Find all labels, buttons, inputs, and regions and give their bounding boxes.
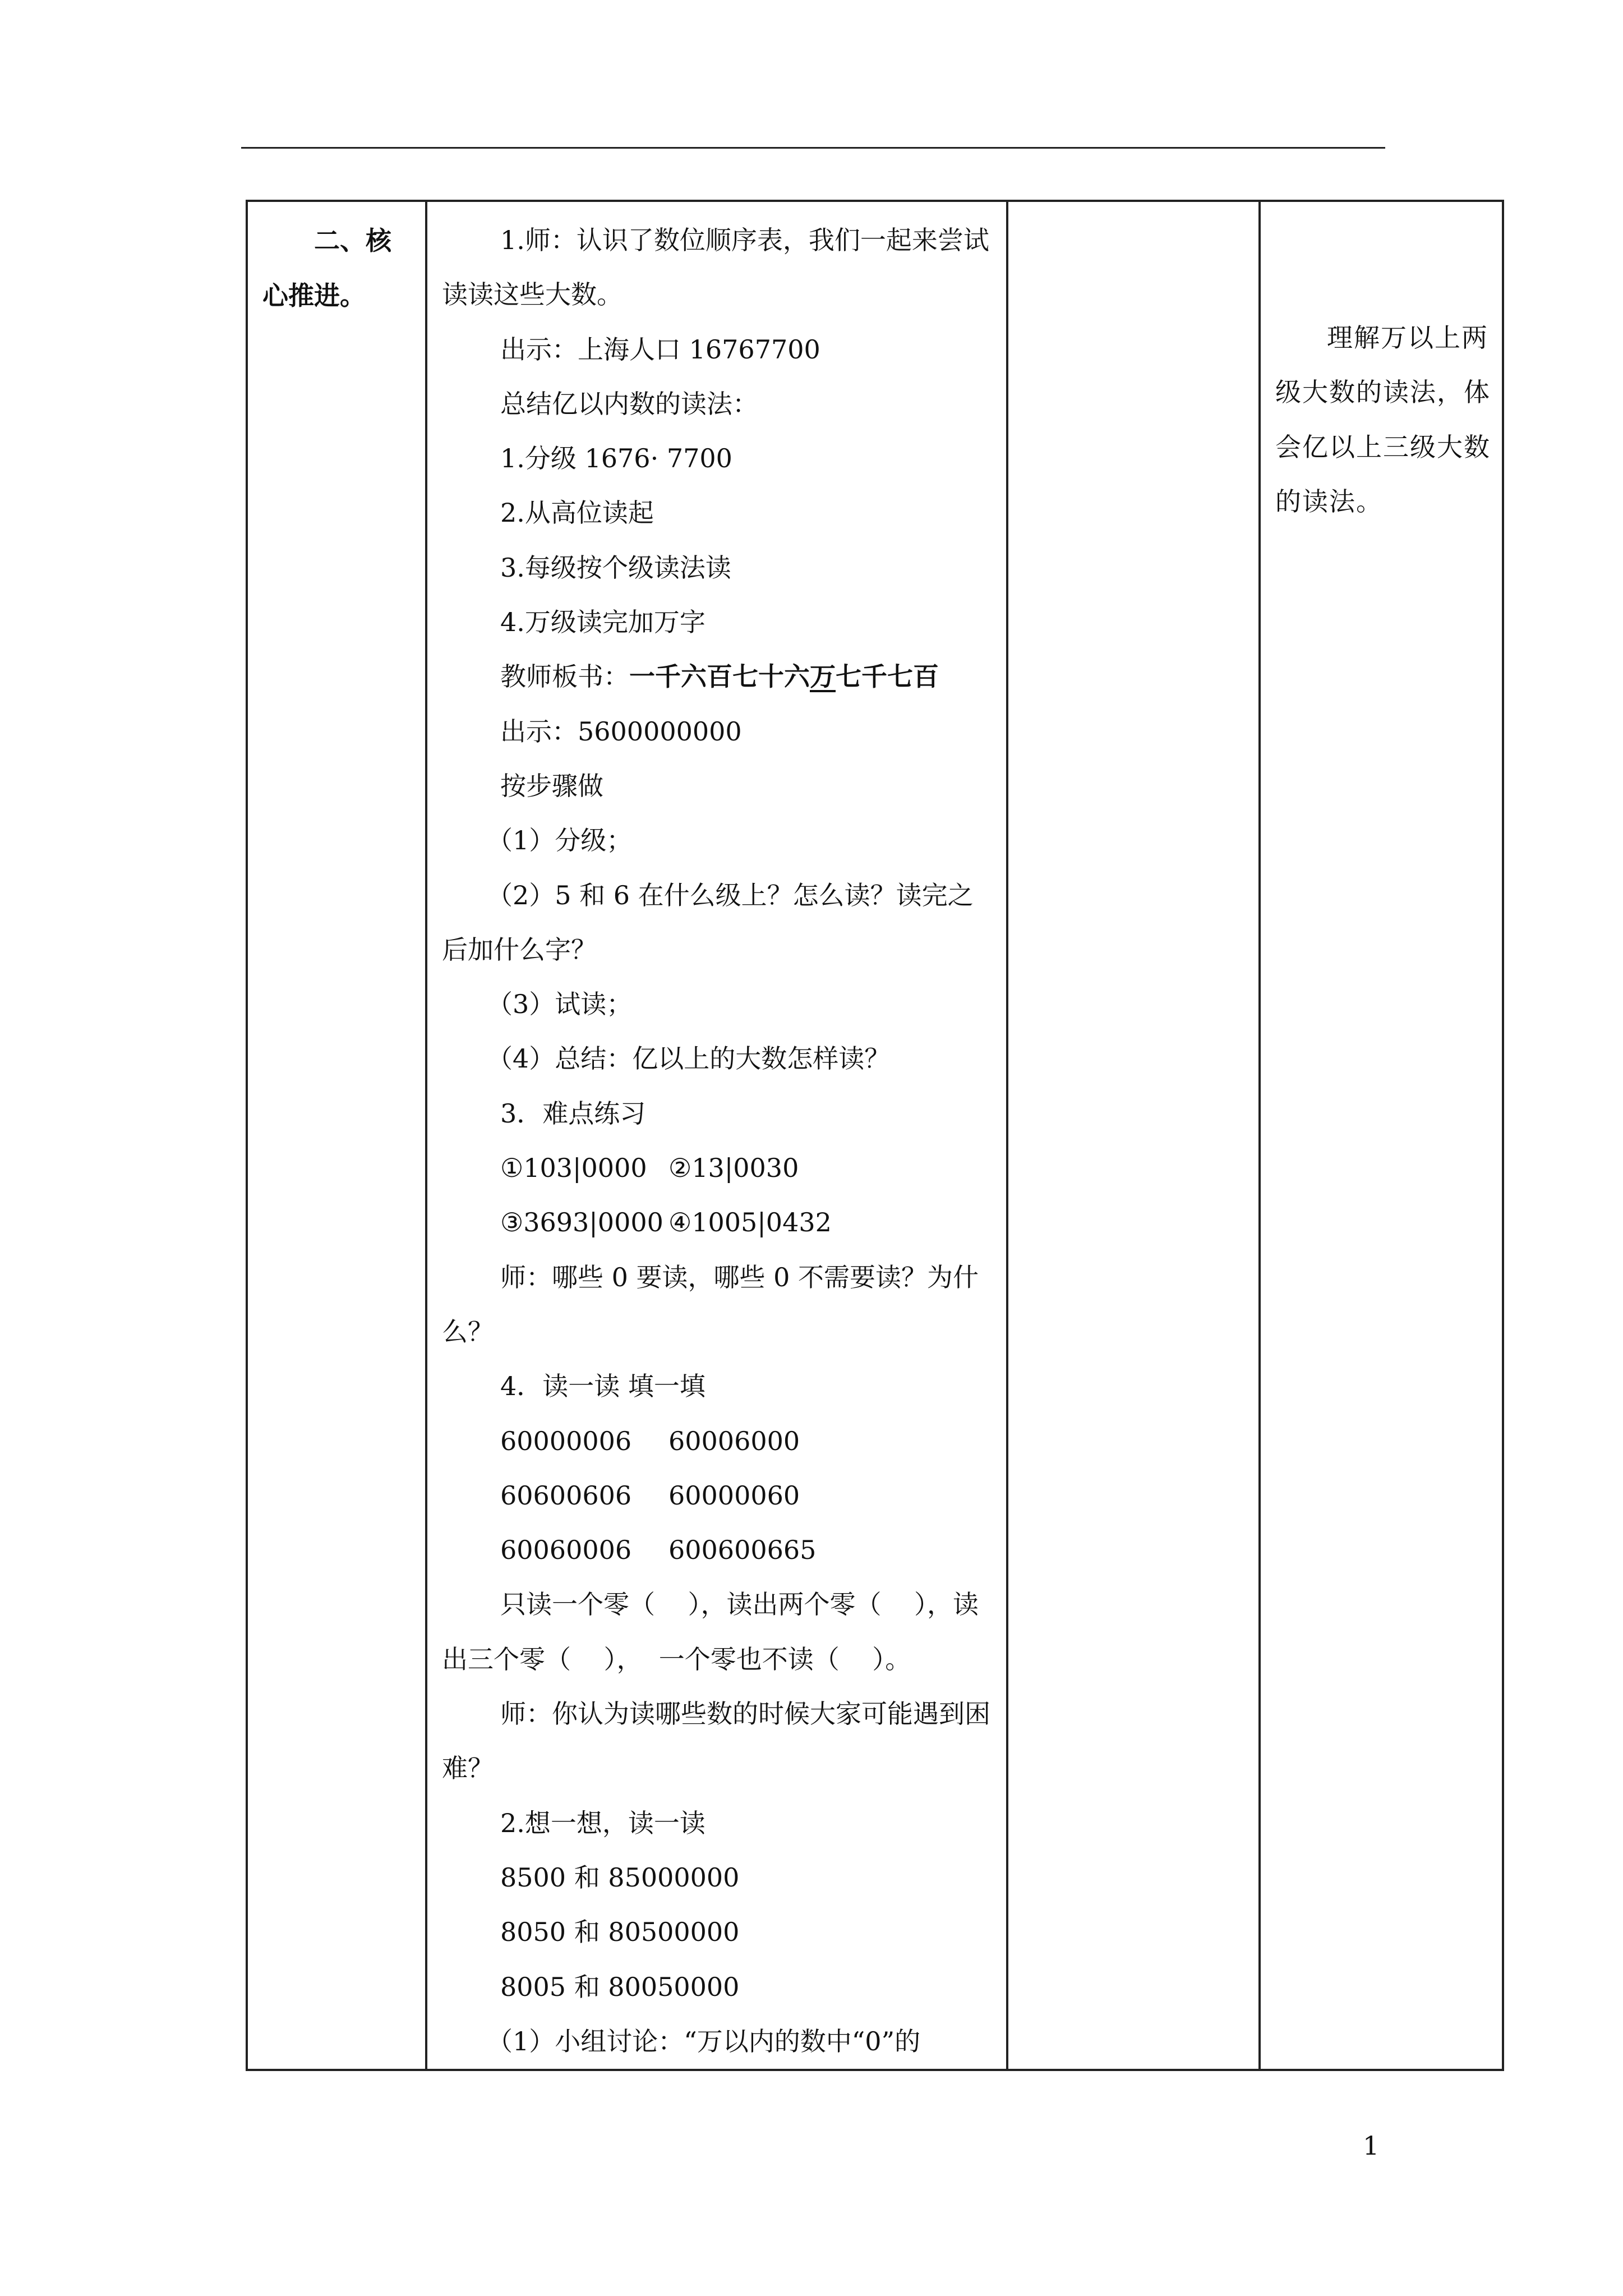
board-writing: [442, 650, 993, 704]
board-part-c: 七千七百: [836, 661, 939, 692]
section-cell: [247, 201, 426, 2070]
text-line: 2.想一想，读一读: [500, 1807, 706, 1838]
exercise-item: ③3693|0000: [500, 1207, 663, 1238]
exercise-item: ②13|0030: [668, 1153, 799, 1184]
text-line: （1）分级；: [487, 825, 633, 856]
exercise-item: ①103|0000: [500, 1153, 647, 1184]
table-row: [247, 201, 1503, 2070]
text-line: 2.从高位读起: [500, 498, 654, 528]
design-note: 理解万以上两级大数的读法，体会亿以上三级大数的读法。: [1275, 323, 1491, 517]
text-line: 1.分级 1676· 7700: [500, 443, 732, 474]
exercise-row: [442, 1195, 993, 1250]
page-number: 1: [1363, 2131, 1380, 2161]
text-line: 1.师：认识了数位顺序表，我们一起来尝试读读这些大数。: [442, 225, 989, 310]
text-line: 3．难点练习: [500, 1098, 646, 1129]
text-line: （3）试读；: [487, 989, 633, 1020]
exercise-item: ④1005|0432: [668, 1207, 832, 1238]
number-row: [442, 1469, 993, 1523]
board-label: 教师板书：: [500, 661, 629, 692]
lesson-table: [246, 200, 1504, 2071]
text-line: 4．读一读 填一填: [500, 1371, 706, 1402]
note-cell: [1260, 201, 1503, 2070]
number-item: 60006000: [668, 1425, 800, 1456]
section-title: 二、核心推进。: [262, 226, 391, 311]
number-row: [442, 1523, 993, 1577]
text-line: 8050 和 80500000: [500, 1917, 740, 1948]
text-line: 师：哪些 0 要读，哪些 0 不需要读？为什么？: [442, 1262, 979, 1347]
board-part-a: 一千六百七十六: [629, 661, 810, 692]
header-rule: [241, 147, 1385, 149]
board-part-b: 万: [810, 661, 836, 692]
text-line: 按步骤做: [500, 770, 603, 801]
text-line: 出示：5600000000: [500, 716, 742, 747]
exercise-row: [442, 1141, 993, 1195]
number-item: 60000060: [668, 1480, 800, 1511]
empty-cell: [1007, 201, 1260, 2070]
text-line: （4）总结：亿以上的大数怎样读？: [487, 1043, 891, 1074]
text-line: 3.每级按个级读法读: [500, 552, 731, 583]
content-cell: [426, 201, 1007, 2070]
text-line: （2）5 和 6 在什么级上？怎么读？读完之后加什么字？: [442, 880, 974, 965]
text-line: 师：你认为读哪些数的时候大家可能遇到困难？: [442, 1699, 990, 1784]
number-item: 60060006: [500, 1535, 632, 1566]
text-line: （1）小组讨论：“万以内的数中“0”的: [487, 2026, 921, 2056]
text-line: 总结亿以内数的读法：: [500, 388, 758, 419]
text-line: 8005 和 80050000: [500, 1971, 740, 2002]
text-line: 8500 和 85000000: [500, 1862, 740, 1893]
number-item: 600600665: [668, 1535, 817, 1566]
number-row: [442, 1414, 993, 1469]
text-line: 只读一个零（ ），读出两个零（ ），读出三个零（ ）， 一个零也不读（ ）。: [442, 1589, 979, 1674]
number-item: 60000006: [500, 1425, 632, 1456]
text-line: 4.万级读完加万字: [500, 607, 706, 638]
number-item: 60600606: [500, 1480, 632, 1511]
text-line: 出示：上海人口 16767700: [500, 334, 820, 365]
